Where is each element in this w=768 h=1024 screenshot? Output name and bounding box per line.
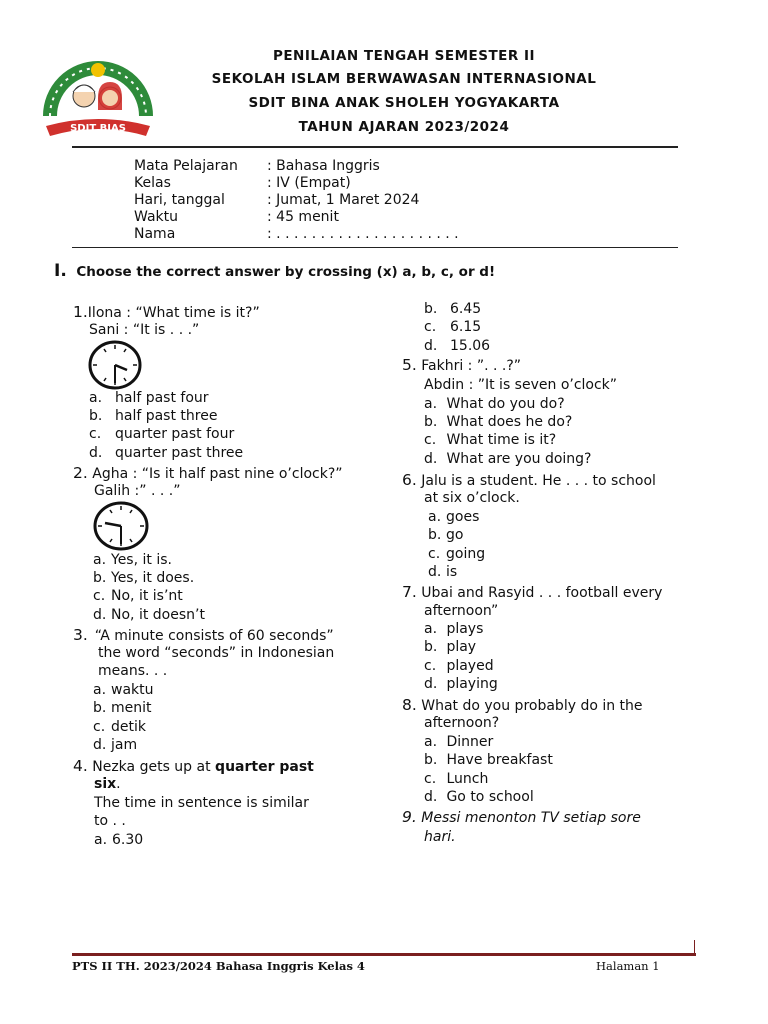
section-number: I. (54, 261, 67, 281)
question-5-line2: Abdin : ”It is seven o’clock” (424, 377, 618, 393)
question-number: 4. (73, 757, 88, 775)
option-4a[interactable] (94, 831, 143, 849)
option-text: is (446, 564, 458, 580)
option-text: played (446, 658, 494, 674)
question-8-line2: afternoon? (424, 715, 500, 731)
option-letter: b. (424, 639, 438, 655)
option-4d[interactable] (424, 337, 490, 355)
question-text: Fakhri : ”. . .?” (421, 358, 522, 374)
question-9-line2: hari. (424, 829, 456, 845)
option-letter: c. (424, 658, 437, 674)
header-title-line4: TAHUN AJARAN 2023/2024 (298, 119, 510, 135)
option-letter: a. (428, 509, 442, 525)
question-8-line1 (402, 696, 643, 715)
question-1-line1 (73, 303, 260, 322)
question-text: Ubai and Rasyid . . . football every (421, 585, 663, 601)
option-letter: c. (89, 426, 102, 442)
option-8a[interactable] (424, 733, 493, 751)
option-text: half past four (115, 390, 209, 406)
question-number: 9. (402, 808, 417, 826)
question-7-line1 (402, 583, 662, 602)
info-label: Waktu (134, 209, 178, 225)
info-row-name (134, 226, 459, 243)
option-1a[interactable] (89, 389, 209, 407)
option-5d[interactable] (424, 450, 591, 468)
info-row-subject (134, 158, 380, 175)
option-letter: c. (424, 432, 437, 448)
option-text: What does he do? (446, 414, 573, 430)
option-7c[interactable] (424, 657, 494, 675)
option-4b[interactable] (424, 300, 481, 318)
option-letter: b. (424, 301, 438, 317)
option-text: Yes, it is. (111, 552, 172, 568)
footer-rule-tick (694, 940, 695, 954)
option-text: jam (111, 737, 138, 753)
footer-rule (72, 953, 696, 956)
question-6-line2: at six o’clock. (424, 490, 520, 506)
option-letter: d. (424, 789, 438, 805)
question-4-line2 (94, 775, 121, 793)
option-text: playing (446, 676, 498, 692)
header-title-line3: SDIT BINA ANAK SHOLEH YOGYAKARTA (248, 95, 560, 111)
option-letter: b. (89, 408, 103, 424)
question-4-line1 (73, 757, 314, 776)
question-2-line1 (73, 464, 343, 483)
option-letter: d. (428, 564, 442, 580)
question-text: Ilona : “What time is it?” (87, 305, 260, 321)
question-text: “A minute consists of 60 seconds” (94, 628, 334, 644)
info-value: : . . . . . . . . . . . . . . . . . . . . . (267, 226, 459, 242)
question-number: 3. (73, 626, 88, 644)
option-text: waktu (111, 682, 154, 698)
option-4c[interactable] (424, 318, 481, 336)
question-text: What do you probably do in the (421, 698, 643, 714)
question-text: Agha : “Is it half past nine o’clock?” (92, 466, 343, 482)
option-letter: d. (89, 445, 103, 461)
option-letter: a. (93, 552, 107, 568)
option-letter: d. (424, 338, 438, 354)
option-5b[interactable] (424, 413, 572, 431)
option-text: Go to school (446, 789, 534, 805)
question-number: 1. (73, 303, 88, 321)
question-text: Messi menonton TV setiap sore (421, 810, 641, 826)
question-text-bold: quarter past (215, 759, 314, 775)
info-row-class (134, 175, 351, 192)
question-number: 2. (73, 464, 88, 482)
option-text: 6.45 (450, 301, 482, 317)
option-text: goes (446, 509, 480, 525)
option-7b[interactable] (424, 638, 476, 656)
option-6c[interactable] (428, 545, 485, 563)
question-3-line2: the word “seconds” in Indonesian (98, 645, 335, 661)
clock-icon (88, 340, 142, 394)
info-value: : Bahasa Inggris (267, 158, 380, 174)
info-row-time (134, 209, 339, 226)
option-2b[interactable] (93, 569, 194, 587)
question-2-line2: Galih :” . . .” (94, 483, 181, 499)
question-3-line3: means. . . (98, 663, 168, 679)
option-letter: b. (93, 700, 107, 716)
option-text: 15.06 (450, 338, 491, 354)
section-instruction: Choose the correct answer by crossing (x) a, b, c, or d! (76, 264, 496, 280)
footer-page-number: Halaman 1 (596, 959, 660, 973)
header-title-line2: SEKOLAH ISLAM BERWAWASAN INTERNASIONAL (211, 71, 597, 87)
question-3-line1 (73, 626, 334, 645)
question-6-line1 (402, 471, 656, 490)
option-text: What are you doing? (446, 451, 592, 467)
option-1d[interactable] (89, 444, 243, 462)
question-7-line2: afternoon” (424, 603, 499, 619)
option-text: plays (446, 621, 484, 637)
option-text: Dinner (446, 734, 494, 750)
option-text: quarter past four (115, 426, 235, 442)
option-text: going (446, 546, 486, 562)
option-letter: d. (93, 737, 107, 753)
info-row-date (134, 192, 419, 209)
question-text: Jalu is a student. He . . . to school (421, 473, 656, 489)
option-letter: c. (93, 588, 106, 604)
question-text-bold: six (94, 776, 117, 792)
option-text: No, it doesn’t (111, 607, 205, 623)
option-text: 6.30 (112, 832, 144, 848)
question-1-line2: Sani : “It is . . .” (89, 322, 200, 338)
option-7a[interactable] (424, 620, 483, 638)
option-6d[interactable] (428, 563, 457, 581)
option-8c[interactable] (424, 770, 488, 788)
option-8d[interactable] (424, 788, 534, 806)
option-letter: b. (93, 570, 107, 586)
question-4-line3: The time in sentence is similar (94, 795, 309, 811)
option-1c[interactable] (89, 425, 234, 443)
option-letter: b. (424, 414, 438, 430)
option-5a[interactable] (424, 395, 565, 413)
info-value: : IV (Empat) (267, 175, 351, 191)
option-text: half past three (115, 408, 218, 424)
option-letter: a. (424, 734, 438, 750)
question-text: . (116, 776, 121, 792)
option-3a[interactable] (93, 681, 154, 699)
info-value: : Jumat, 1 Maret 2024 (267, 192, 420, 208)
question-5-line1 (402, 356, 521, 375)
option-letter: c. (424, 771, 437, 787)
option-letter: c. (424, 319, 437, 335)
option-7d[interactable] (424, 675, 498, 693)
question-4-line4: to . . (94, 813, 126, 829)
info-value: : 45 menit (267, 209, 339, 225)
option-text: Lunch (446, 771, 489, 787)
option-text: menit (111, 700, 152, 716)
option-letter: d. (93, 607, 107, 623)
option-6a[interactable] (428, 508, 479, 526)
header-title-line1: PENILAIAN TENGAH SEMESTER II (272, 48, 536, 64)
option-letter: d. (424, 451, 438, 467)
info-label: Nama (134, 226, 176, 242)
option-3d[interactable] (93, 736, 137, 754)
option-text: No, it is’nt (111, 588, 183, 604)
option-text: Have breakfast (446, 752, 553, 768)
option-8b[interactable] (424, 751, 553, 769)
option-3c[interactable] (93, 718, 146, 736)
option-text: 6.15 (450, 319, 482, 335)
option-text: go (446, 527, 464, 543)
info-label: Hari, tanggal (134, 192, 225, 208)
option-text: Yes, it does. (111, 570, 195, 586)
option-letter: d. (424, 676, 438, 692)
option-letter: b. (424, 752, 438, 768)
question-9-line1 (402, 808, 641, 827)
footer-left: PTS II TH. 2023/2024 Bahasa Inggris Kelas 4 (72, 959, 365, 973)
option-1b[interactable] (89, 407, 217, 425)
question-number: 7. (402, 583, 417, 601)
option-text: play (446, 639, 477, 655)
option-text: quarter past three (115, 445, 244, 461)
option-text: What time is it? (446, 432, 557, 448)
option-2a[interactable] (93, 551, 172, 569)
option-2c[interactable] (93, 587, 183, 605)
info-label: Kelas (134, 175, 171, 191)
option-2d[interactable] (93, 606, 205, 624)
option-letter: b. (428, 527, 442, 543)
info-label: Mata Pelajaran (134, 158, 238, 174)
option-6b[interactable] (428, 526, 463, 544)
option-letter: a. (89, 390, 103, 406)
question-number: 6. (402, 471, 417, 489)
option-3b[interactable] (93, 699, 152, 717)
header-rule-top (72, 146, 678, 148)
option-text: What do you do? (446, 396, 565, 412)
header-rule-bottom (72, 247, 678, 248)
question-number: 8. (402, 696, 417, 714)
option-letter: a. (424, 396, 438, 412)
clock-icon (93, 501, 149, 555)
section-heading (54, 261, 495, 281)
option-letter: a. (93, 682, 107, 698)
question-number: 5. (402, 356, 417, 374)
option-letter: a. (94, 832, 108, 848)
option-text: detik (111, 719, 146, 735)
option-5c[interactable] (424, 431, 556, 449)
question-text: Nezka gets up at (92, 759, 216, 775)
option-letter: c. (93, 719, 106, 735)
option-letter: a. (424, 621, 438, 637)
logo-text: SDIT BIAS (70, 123, 126, 134)
option-letter: c. (428, 546, 441, 562)
